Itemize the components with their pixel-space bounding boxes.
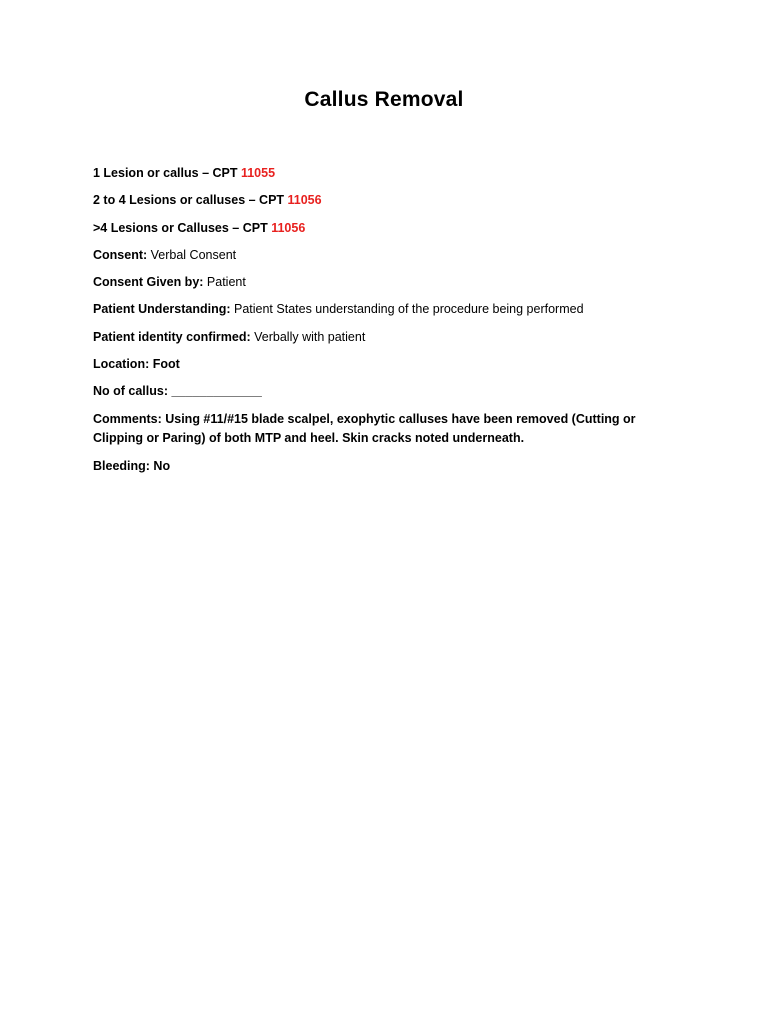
patient-understanding-label: Patient Understanding: bbox=[93, 302, 231, 317]
document-body bbox=[93, 164, 683, 484]
identity-confirmed-value: Verbally with patient bbox=[250, 329, 366, 344]
consent-given-by-value: Patient bbox=[203, 275, 246, 290]
comments-line: Comments: Using #11/#15 blade scalpel, exophytic calluses have been removed (Cutting or Clipping or Paring) of both MTP and heel. Skin cracks noted underneath. bbox=[93, 411, 636, 445]
patient-understanding-value: Patient States understanding of the procedure being performed bbox=[230, 302, 584, 317]
cpt-code-line-3 bbox=[93, 219, 683, 237]
consent-given-by-line bbox=[93, 273, 683, 291]
cpt-code-label: >4 Lesions or Calluses – CPT bbox=[93, 220, 272, 235]
no-of-callus-line: No of callus: _____________ bbox=[93, 384, 262, 399]
cpt-code-label: 1 Lesion or callus – CPT bbox=[93, 166, 241, 180]
consent-label: Consent: bbox=[93, 247, 148, 262]
cpt-code-label: 2 to 4 Lesions or calluses – CPT bbox=[93, 193, 288, 208]
patient-understanding-line bbox=[93, 300, 683, 318]
page-title: Callus Removal bbox=[304, 88, 464, 111]
cpt-code-value: 11056 bbox=[271, 220, 306, 235]
bleeding-line: Bleeding: No bbox=[93, 458, 171, 473]
cpt-code-value: 11056 bbox=[287, 193, 322, 208]
consent-given-by-label: Consent Given by: bbox=[93, 275, 204, 290]
cpt-code-line-2 bbox=[93, 191, 683, 209]
location-line: Location: Foot bbox=[93, 357, 180, 372]
identity-confirmed-line bbox=[93, 328, 683, 346]
cpt-code-line-1 bbox=[93, 164, 683, 182]
cpt-code-value: 11055 bbox=[240, 166, 276, 180]
identity-confirmed-label: Patient identity confirmed: bbox=[93, 329, 251, 344]
consent-line bbox=[93, 246, 683, 264]
consent-value: Verbal Consent bbox=[147, 247, 237, 262]
